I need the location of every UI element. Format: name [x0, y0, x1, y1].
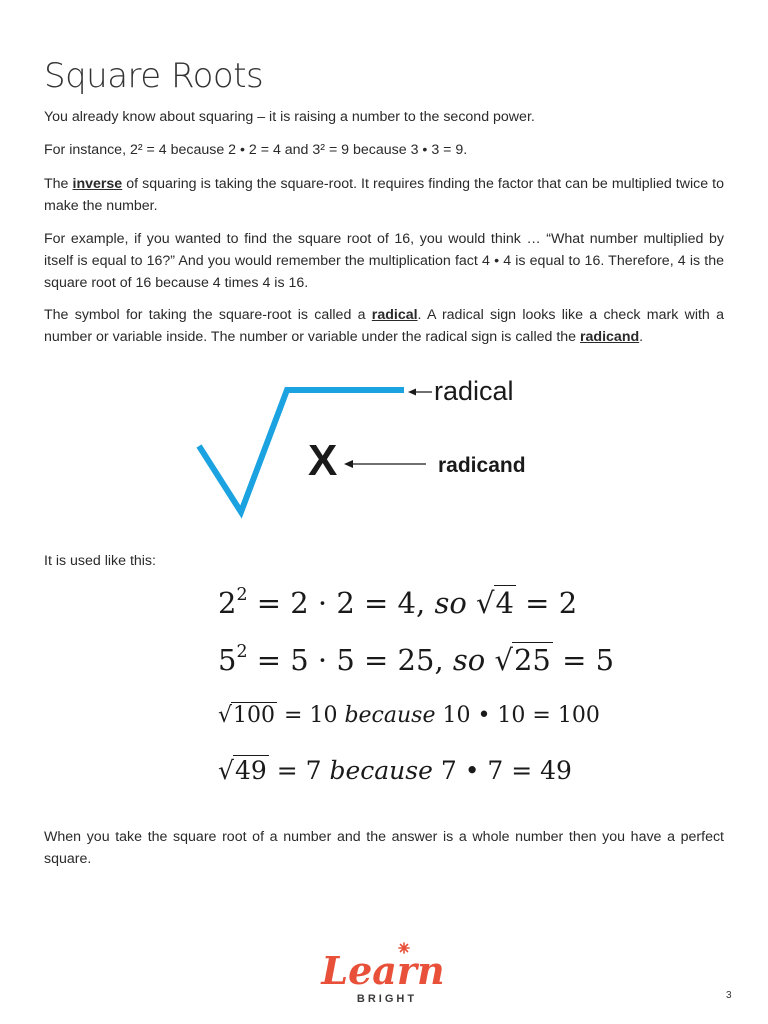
- radicand-variable: X: [308, 436, 338, 485]
- eq3-radicand: 100: [233, 703, 276, 728]
- radical-text-pre: The symbol for taking the square-root is called a: [44, 307, 372, 323]
- paragraph-used-like-this: It is used like this:: [44, 553, 156, 569]
- eq1-result: = 2: [515, 586, 578, 620]
- paragraph-example: For example, if you wanted to find the square root of 16, you would think … “What number multiplied by itself is equal to 16?” And you would remember the multiplication fact 4 • 4 is equal to 16. Therefore, 4 is the square root of 16 because 4 times 4 is 16.: [44, 231, 724, 291]
- paragraph-squaring-intro: You already know about squaring – it is raising a number to the second power.: [44, 109, 535, 125]
- radical-diagram: [0, 360, 768, 530]
- page-title: Square Roots: [44, 56, 264, 96]
- eq1-radical-sign: √: [476, 586, 495, 620]
- inverse-text-pre: The: [44, 176, 73, 192]
- eq4-radicand: 49: [234, 756, 267, 785]
- eq2-radical-sign: √: [494, 643, 513, 677]
- eq1-exponent: 2: [236, 585, 248, 606]
- radicand-arrow-head: [344, 460, 353, 468]
- eq1-middle: = 2 · 2 = 4,: [247, 586, 435, 620]
- paragraph-radical-definition: [44, 304, 724, 348]
- eq3-middle: = 10: [277, 703, 345, 728]
- paragraph-perfect-square: When you take the square root of a number and the answer is a whole number then you have a perfect square.: [44, 829, 724, 867]
- eq4-middle: = 7: [268, 756, 330, 785]
- eq4-result: 7 • 7 = 49: [432, 756, 572, 785]
- paragraph-for-instance: For instance, 2² = 4 because 2 • 2 = 4 and 3² = 9 because 3 • 3 = 9.: [44, 142, 468, 158]
- radical-sign-shape: [199, 390, 404, 512]
- radicand-label: radicand: [438, 454, 526, 477]
- inverse-text-post: of squaring is taking the square-root. It requires finding the factor that can be multiplied twice to make the number.: [44, 176, 724, 214]
- paragraph-inverse: [44, 173, 724, 217]
- inverse-term: inverse: [72, 176, 123, 192]
- eq2-word: so: [452, 643, 486, 677]
- radical-term: radical: [371, 307, 418, 323]
- radical-label: radical: [434, 376, 514, 406]
- eq2-middle: = 5 · 5 = 25,: [247, 643, 453, 677]
- eq2-base: 5: [218, 643, 237, 677]
- eq3-radical-sign: √: [218, 703, 233, 728]
- equation-root-100: [218, 702, 600, 728]
- equation-two-squared: [218, 585, 577, 620]
- radical-text-post: .: [639, 329, 644, 345]
- eq1-radicand: 4: [495, 586, 514, 620]
- eq4-radical-sign: √: [218, 756, 234, 785]
- logo-word: Learn: [321, 948, 445, 993]
- radical-arrow-head: [408, 389, 416, 396]
- radicand-term: radicand: [580, 329, 640, 345]
- eq2-exponent: 2: [236, 642, 248, 663]
- equation-root-49: [218, 755, 572, 785]
- eq3-word: because: [344, 703, 436, 728]
- eq1-word: so: [434, 586, 467, 620]
- logo-subtitle: BRIGHT: [356, 993, 418, 1005]
- eq2-result: = 5: [552, 643, 615, 677]
- eq3-result: 10 • 10 = 100: [435, 703, 600, 728]
- eq1-base: 2: [218, 586, 237, 620]
- equation-five-squared: [218, 642, 614, 677]
- radical-text-mid: . A radical sign looks like a check mark with a number or variable inside. The number or variable under the radical sign is called the: [44, 307, 724, 345]
- eq2-radicand: 25: [513, 643, 551, 677]
- eq4-word: because: [329, 756, 433, 785]
- page-number: 3: [726, 990, 732, 1001]
- learn-bright-logo: [318, 940, 448, 1010]
